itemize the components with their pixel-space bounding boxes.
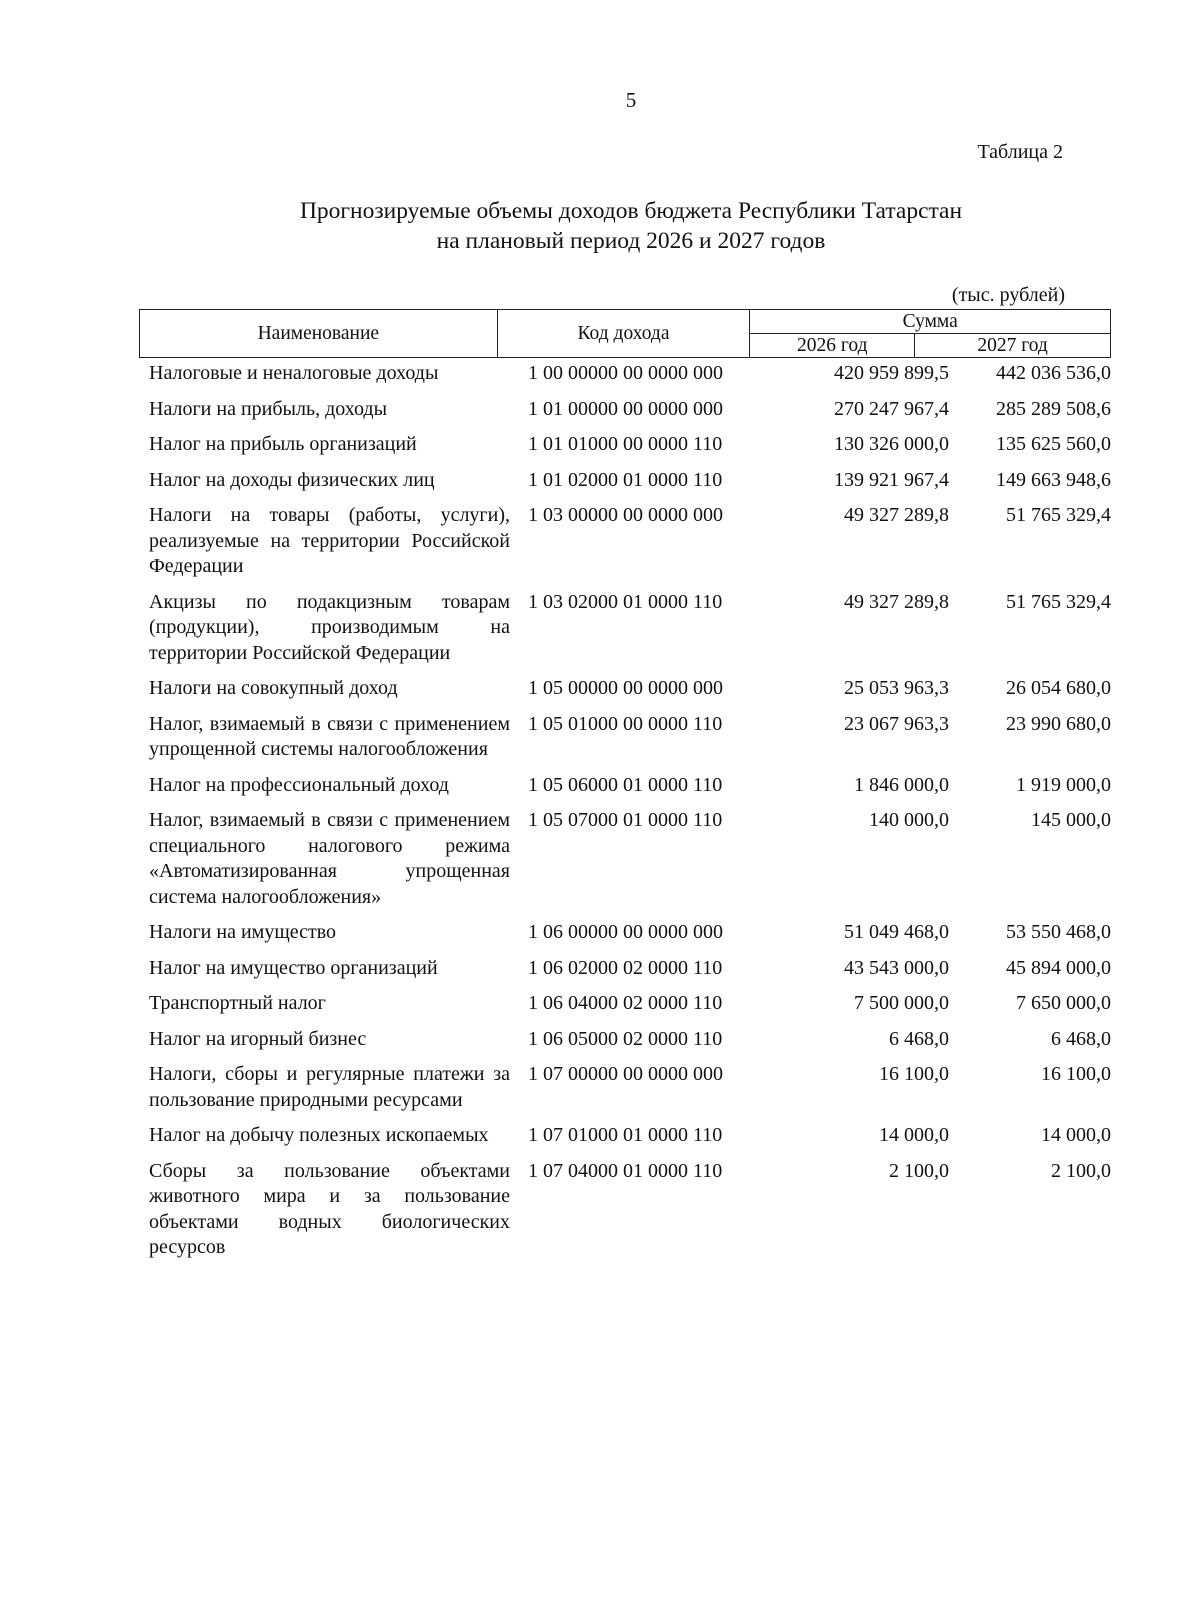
header-sum: Сумма [750,310,1111,334]
table-label: Таблица 2 [977,141,1063,163]
table-row [139,361,1111,387]
row-name: Налоги на товары (работы, услуги), реализуемые на территории Российской Федерации [149,504,510,577]
document-title [0,196,1200,256]
row-value-2026: 49 327 289,8 [844,504,949,526]
row-value-2027: 53 550 468,0 [1006,921,1111,943]
row-value-2027: 23 990 680,0 [1006,712,1111,735]
row-name: Налог на добычу полезных ископаемых [149,1124,489,1146]
row-code: 1 06 04000 02 0000 110 [528,992,723,1014]
row-value-2027: 14 000,0 [1041,1124,1111,1146]
row-value-2027: 6 468,0 [1051,1027,1111,1050]
table-body [139,361,1111,1271]
table-row [139,773,1111,799]
row-code: 1 05 01000 00 0000 110 [528,712,723,735]
table-row [139,712,1111,763]
table-row [139,920,1111,946]
table-row [139,503,1111,580]
row-name: Налог на игорный бизнес [149,1027,367,1050]
row-name: Налог на имущество организаций [149,956,438,979]
header-name: Наименование [140,310,498,358]
row-value-2026: 7 500 000,0 [854,992,949,1014]
row-name: Акцизы по подакцизным товарам (продукции), производимым на территории Российской Федерации [149,590,510,664]
title-line-1: Прогнозируемые объемы доходов бюджета Республики Татарстан [299,198,963,224]
row-value-2027: 45 894 000,0 [1006,956,1111,979]
row-name: Налог, взимаемый в связи с применением упрощенной системы налогообложения [149,712,510,760]
row-value-2026: 16 100,0 [879,1063,949,1085]
row-name: Налог на прибыль организаций [149,433,417,455]
table-row [139,956,1111,982]
row-value-2027: 16 100,0 [1041,1063,1111,1085]
row-code: 1 03 00000 00 0000 000 [528,504,723,526]
row-value-2026: 49 327 289,8 [844,590,949,613]
header-year-2026: 2026 год [750,334,915,358]
table-row [139,991,1111,1017]
table-row [139,1027,1111,1053]
row-code: 1 06 00000 00 0000 000 [528,921,723,943]
row-code: 1 05 06000 01 0000 110 [528,773,723,796]
page-number: 5 [625,88,637,112]
row-code: 1 07 04000 01 0000 110 [528,1159,723,1182]
row-name: Налоговые и неналоговые доходы [149,362,439,384]
row-value-2027: 149 663 948,6 [996,468,1111,491]
row-value-2027: 145 000,0 [1031,809,1111,831]
table-header [139,309,1111,358]
row-code: 1 01 02000 01 0000 110 [528,468,723,491]
row-name: Налоги на совокупный доход [149,677,398,699]
row-code: 1 06 05000 02 0000 110 [528,1027,723,1050]
table-row [139,1062,1111,1113]
row-name: Налог на доходы физических лиц [149,468,435,491]
table-row [139,590,1111,667]
row-name: Налоги на имущество [149,921,337,943]
row-code: 1 05 07000 01 0000 110 [528,809,723,831]
row-code: 1 05 00000 00 0000 000 [528,677,723,699]
row-value-2026: 420 959 899,5 [834,362,949,384]
title-line-2: на плановый период 2026 и 2027 годов [436,228,826,254]
row-value-2027: 1 919 000,0 [1016,773,1111,796]
row-value-2027: 26 054 680,0 [1006,677,1111,699]
row-value-2027: 51 765 329,4 [1006,504,1111,526]
table-row [139,808,1111,910]
units-label: (тыс. рублей) [951,284,1065,306]
row-value-2026: 14 000,0 [879,1124,949,1146]
row-code: 1 00 00000 00 0000 000 [528,362,723,384]
row-value-2026: 6 468,0 [889,1027,949,1050]
row-name: Налог, взимаемый в связи с применением специального налогового режима «Автоматизированная упрощенная система налогообложения» [149,809,510,908]
table-row [139,468,1111,494]
row-code: 1 07 01000 01 0000 110 [528,1124,723,1146]
table-row [139,1159,1111,1261]
row-value-2027: 7 650 000,0 [1016,992,1111,1014]
row-code: 1 01 01000 00 0000 110 [528,433,723,455]
table-row [139,676,1111,702]
row-value-2027: 51 765 329,4 [1006,590,1111,613]
row-code: 1 01 00000 00 0000 000 [528,397,723,420]
row-value-2027: 2 100,0 [1051,1159,1111,1182]
row-code: 1 07 00000 00 0000 000 [528,1063,723,1085]
row-value-2027: 285 289 508,6 [996,397,1111,420]
row-value-2026: 140 000,0 [869,809,949,831]
row-name: Налог на профессиональный доход [149,773,449,796]
row-code: 1 06 02000 02 0000 110 [528,956,723,979]
row-value-2026: 1 846 000,0 [854,773,949,796]
header-code: Код дохода [497,310,750,358]
row-value-2026: 25 053 963,3 [844,677,949,699]
row-value-2026: 270 247 967,4 [834,397,949,420]
table-row [139,1123,1111,1149]
row-value-2026: 43 543 000,0 [844,956,949,979]
row-value-2026: 23 067 963,3 [844,712,949,735]
row-name: Налоги, сборы и регулярные платежи за пользование природными ресурсами [149,1063,510,1111]
row-value-2026: 130 326 000,0 [834,433,949,455]
row-name: Налоги на прибыль, доходы [149,397,388,420]
row-value-2026: 139 921 967,4 [834,468,949,491]
row-name: Сборы за пользование объектами животного мира и за пользование объектами водных биологических ресурсов [149,1159,510,1258]
table-row [139,397,1111,423]
row-value-2026: 2 100,0 [889,1159,949,1182]
table-row [139,432,1111,458]
row-value-2027: 442 036 536,0 [996,362,1111,384]
header-year-2027: 2027 год [915,334,1111,358]
row-name: Транспортный налог [149,992,326,1014]
row-value-2027: 135 625 560,0 [996,433,1111,455]
row-value-2026: 51 049 468,0 [844,921,949,943]
row-code: 1 03 02000 01 0000 110 [528,590,723,613]
